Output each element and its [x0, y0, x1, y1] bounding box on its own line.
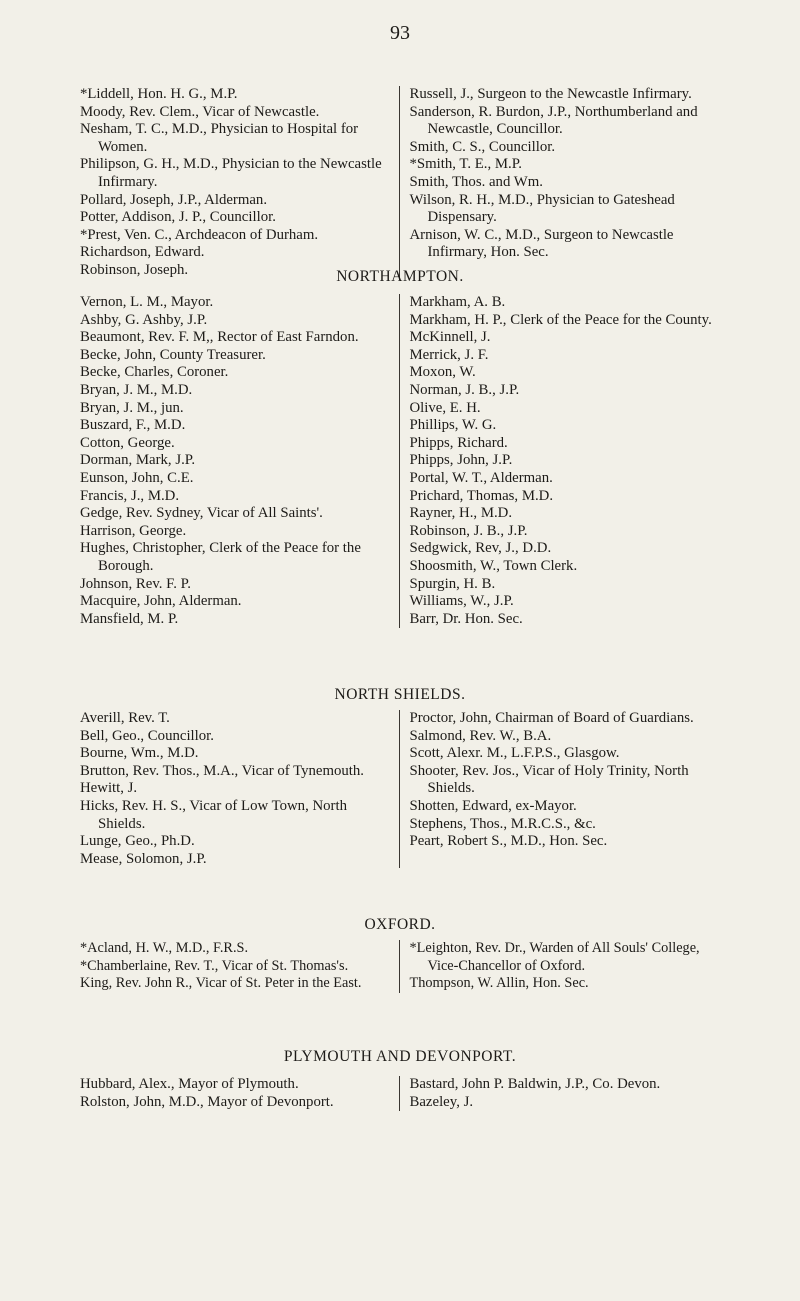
section-heading-oxford: OXFORD.	[364, 916, 436, 933]
right-column	[399, 940, 721, 993]
list-item: Mansfield, M. P.	[80, 610, 179, 627]
list-item: Rolston, John, M.D., Mayor of Devonport.	[80, 1093, 334, 1110]
list-item: Hughes, Christopher, Clerk of the Peace for the Borough.	[80, 540, 361, 574]
list-item: Thompson, W. Allin, Hon. Sec.	[409, 975, 589, 992]
section-heading-plymouth: PLYMOUTH AND DEVONPORT.	[283, 1048, 517, 1065]
list-item: Shotten, Edward, ex-Mayor.	[409, 797, 577, 814]
list-item: Markham, H. P., Clerk of the Peace for the County.	[409, 311, 712, 328]
list-item: Bell, Geo., Councillor.	[80, 727, 214, 744]
page-number: 93	[390, 22, 410, 44]
list-item: Proctor, John, Chairman of Board of Guardians.	[409, 710, 694, 726]
left-column	[80, 1076, 399, 1111]
list-item: *Smith, T. E., M.P.	[409, 156, 523, 173]
list-item: Richardson, Edward.	[80, 244, 205, 261]
list-item: Phipps, Richard.	[409, 434, 508, 451]
list-item: Rayner, H., M.D.	[409, 505, 513, 522]
list-item: Gedge, Rev. Sydney, Vicar of All Saints'.	[80, 505, 323, 522]
list-item: McKinnell, J.	[409, 329, 491, 346]
list-item: Potter, Addison, J. P., Councillor.	[80, 209, 276, 226]
left-column	[80, 86, 399, 280]
section-northampton	[80, 294, 720, 628]
list-item: Sedgwick, Rev, J., D.D.	[409, 540, 552, 557]
left-column	[80, 294, 399, 628]
right-column	[399, 294, 721, 628]
list-item: Harrison, George.	[80, 522, 187, 539]
list-item: Francis, J., M.D.	[80, 487, 180, 504]
list-item: Vernon, L. M., Mayor.	[80, 294, 214, 310]
list-item: Lunge, Geo., Ph.D.	[80, 833, 195, 850]
section-heading-north-shields: NORTH SHIELDS.	[334, 686, 466, 703]
list-item: King, Rev. John R., Vicar of St. Peter in the East.	[80, 975, 362, 992]
list-item: Bourne, Wm., M.D.	[80, 745, 199, 762]
list-item: Johnson, Rev. F. P.	[80, 575, 191, 592]
list-item: Averill, Rev. T.	[80, 710, 170, 726]
list-item: Smith, C. S., Councillor.	[409, 138, 556, 155]
section-newcastle	[80, 86, 720, 280]
list-item: Peart, Robert S., M.D., Hon. Sec.	[409, 833, 608, 850]
list-item: Robinson, Joseph.	[80, 261, 189, 278]
list-item: Sanderson, R. Burdon, J.P., Northumberland and Newcastle, Councillor.	[409, 103, 698, 138]
list-item: Williams, W., J.P.	[409, 593, 514, 610]
list-item: Bazeley, J.	[409, 1093, 474, 1110]
list-item: Bryan, J. M., jun.	[80, 399, 184, 416]
list-item: Olive, E. H.	[409, 399, 481, 416]
left-column	[80, 940, 399, 993]
list-item: Robinson, J. B., J.P.	[409, 522, 528, 539]
list-item: Moxon, W.	[409, 364, 476, 381]
list-item: Beaumont, Rev. F. M,, Rector of East Farndon.	[80, 329, 359, 346]
list-item: Philipson, G. H., M.D., Physician to the Newcastle Infirmary.	[80, 156, 382, 190]
list-item: Buszard, F., M.D.	[80, 417, 186, 434]
list-item: Norman, J. B., J.P.	[409, 381, 520, 398]
section-north-shields	[80, 710, 720, 868]
list-item: Salmond, Rev. W., B.A.	[409, 727, 552, 744]
list-item: Hubbard, Alex., Mayor of Plymouth.	[80, 1076, 299, 1092]
list-item: Becke, John, County Treasurer.	[80, 346, 266, 363]
list-item: *Chamberlaine, Rev. T., Vicar of St. Thomas's.	[80, 957, 349, 974]
list-item: Shooter, Rev. Jos., Vicar of Holy Trinity, North Shields.	[409, 762, 689, 797]
list-item: Wilson, R. H., M.D., Physician to Gateshead Dispensary.	[409, 191, 675, 226]
list-item: Bastard, John P. Baldwin, J.P., Co. Devon.	[409, 1076, 661, 1092]
list-item: Brutton, Rev. Thos., M.A., Vicar of Tynemouth.	[80, 762, 364, 779]
list-item: Portal, W. T., Alderman.	[409, 469, 553, 486]
left-column	[80, 710, 399, 868]
list-item: Becke, Charles, Coroner.	[80, 364, 229, 381]
list-item: Eunson, John, C.E.	[80, 469, 194, 486]
section-plymouth	[80, 1076, 720, 1111]
list-item: Smith, Thos. and Wm.	[409, 173, 543, 190]
list-item: Spurgin, H. B.	[409, 575, 496, 592]
list-item: Nesham, T. C., M.D., Physician to Hospital for Women.	[80, 121, 359, 155]
list-item: Hicks, Rev. H. S., Vicar of Low Town, North Shields.	[80, 797, 347, 832]
list-item: Prichard, Thomas, M.D.	[409, 487, 554, 504]
list-item: Stephens, Thos., M.R.C.S., &c.	[409, 815, 596, 832]
section-heading-northampton: NORTHAMPTON.	[336, 268, 464, 285]
list-item: *Acland, H. W., M.D., F.R.S.	[80, 940, 249, 956]
list-item: Arnison, W. C., M.D., Surgeon to Newcastle Infirmary, Hon. Sec.	[409, 226, 674, 261]
list-item: Phipps, John, J.P.	[409, 452, 513, 469]
list-item: Moody, Rev. Clem., Vicar of Newcastle.	[80, 103, 320, 120]
list-item: Hewitt, J.	[80, 780, 138, 797]
right-column	[399, 710, 721, 868]
section-oxford	[80, 940, 720, 993]
list-item: Pollard, Joseph, J.P., Alderman.	[80, 191, 268, 208]
list-item: Dorman, Mark, J.P.	[80, 452, 196, 469]
list-item: Phillips, W. G.	[409, 417, 497, 434]
list-item: Russell, J., Surgeon to the Newcastle Infirmary.	[409, 86, 692, 102]
list-item: Shoosmith, W., Town Clerk.	[409, 557, 578, 574]
list-item: *Liddell, Hon. H. G., M.P.	[80, 86, 238, 102]
list-item: Barr, Dr. Hon. Sec.	[409, 610, 523, 627]
list-item: Mease, Solomon, J.P.	[80, 850, 207, 867]
list-item: Ashby, G. Ashby, J.P.	[80, 311, 208, 328]
list-item: Macquire, John, Alderman.	[80, 593, 242, 610]
list-item: *Prest, Ven. C., Archdeacon of Durham.	[80, 226, 319, 243]
list-item: Merrick, J. F.	[409, 346, 489, 363]
list-item: Markham, A. B.	[409, 294, 506, 310]
list-item: *Leighton, Rev. Dr., Warden of All Souls' College, Vice-Chancellor of Oxford.	[409, 940, 700, 974]
right-column	[399, 86, 721, 280]
list-item: Scott, Alexr. M., L.F.P.S., Glasgow.	[409, 745, 620, 762]
list-item: Cotton, George.	[80, 434, 175, 451]
right-column	[399, 1076, 721, 1111]
list-item: Bryan, J. M., M.D.	[80, 381, 193, 398]
